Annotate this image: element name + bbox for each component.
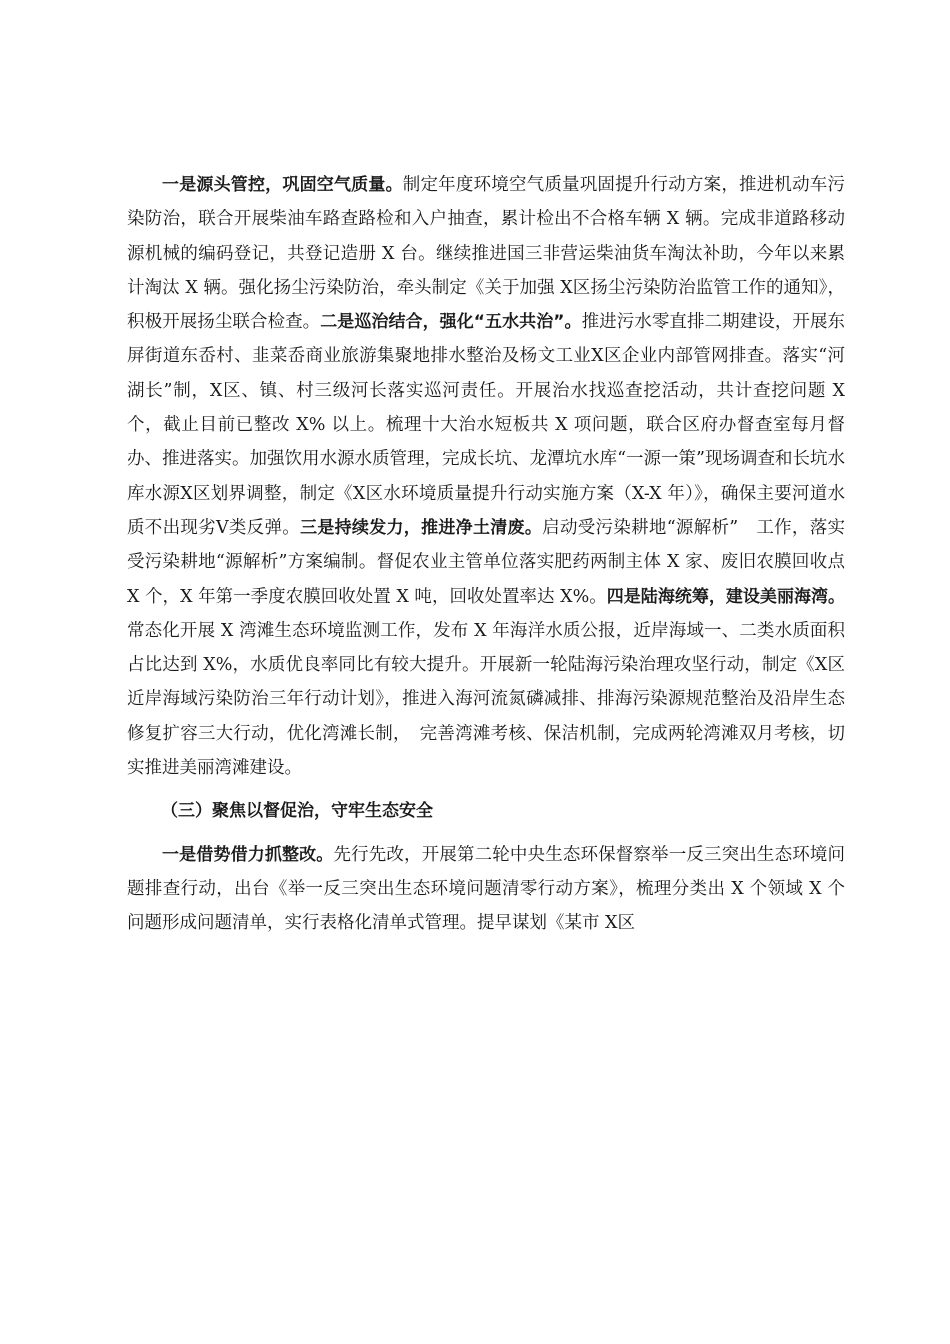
lead-phrase-water-governance: 二是巡治结合，强化“五水共治”。 (320, 312, 582, 333)
lead-phrase-rectification: 一是借势借力抓整改。 (162, 844, 334, 865)
body-text-water-governance: 推进污水零直排二期建设，开展东屏街道东岙村、韭菜岙商业旅游集聚地排水整治及杨文工业X区企业内部管网排查。落实“河湖长”制，X区、镇、村三级河长落实巡河责任。开展治水找巡查挖活动，共计查挖问题 X 个，截止目前已整改 X% 以上。梳理十大治水短板共 X 项问题，联合区府办督查室每月督办、推进落实。加强饮用水源水质管理，完成长坑、龙潭坑水库“一源一策”现场调查和长坑水库水源X区划界调整，制定《X区水环境质量提升行动实施方案（X-X 年）》，确保主要河道水质不出现劣Ⅴ类反弹。 (127, 312, 846, 538)
lead-phrase-soil-waste: 三是持续发力，推进净土清废。 (300, 517, 543, 538)
section-heading: （三）聚焦以督促治，守牢生态安全 (161, 801, 433, 822)
body-text-bay-construction: 常态化开展 X 湾滩生态环境监测工作，发布 X 年海洋水质公报，近岸海域一、二类水质面积占比达到 X%，水质优良率同比有较大提升。开展新一轮陆海污染治理攻坚行动，制定《X区近岸海域污染防治三年行动计划》，推进入海河流氮磷减排、排海污染源规范整治及沿岸生态修复扩容三大行动，优化湾滩长制， 完善湾滩考核、保洁机制，完成两轮湾滩双月考核，切实推进美丽湾滩建设。 (127, 620, 845, 779)
body-text-soil-waste: 启动受污染耕地“源解析” 工作，落实受污染耕地“源解析”方案编制。督促农业主管单位落实肥药两制主体 X 家、废旧农膜回收点 X 个，X 年第一季度农膜回收处置 X 吨，回收处置率达 X%。 (127, 517, 846, 607)
body-text-rectification: 先行先改，开展第二轮中央生态环保督察举一反三突出生态环境问题排查行动，出台《举一反三突出生态环境问题清零行动方案》，梳理分类出 X 个领域 X 个问题形成问题清单，实行表格化清单式管理。提早谋划《某市 X区 (127, 844, 846, 934)
lead-phrase-bay-construction: 四是陆海统筹，建设美丽海湾。 (606, 586, 845, 607)
document-body (127, 168, 845, 941)
body-text-air-quality: 制定年度环境空气质量巩固提升行动方案，推进机动车污染防治，联合开展柴油车路查路检和入户抽查，累计检出不合格车辆 X 辆。完成非道路移动源机械的编码登记，共登记造册 X 台。继续推进国三非营运柴油货车淘汰补助，今年以来累计淘汰 X 辆。强化扬尘污染防治，牵头制定《关于加强 X区扬尘污染防治监管工作的通知》，积极开展扬尘联合检查。 (127, 175, 846, 333)
lead-phrase-air-quality: 一是源头管控，巩固空气质量。 (162, 175, 403, 195)
paragraph-environment-measures (127, 168, 845, 785)
paragraph-rectification (127, 838, 845, 941)
